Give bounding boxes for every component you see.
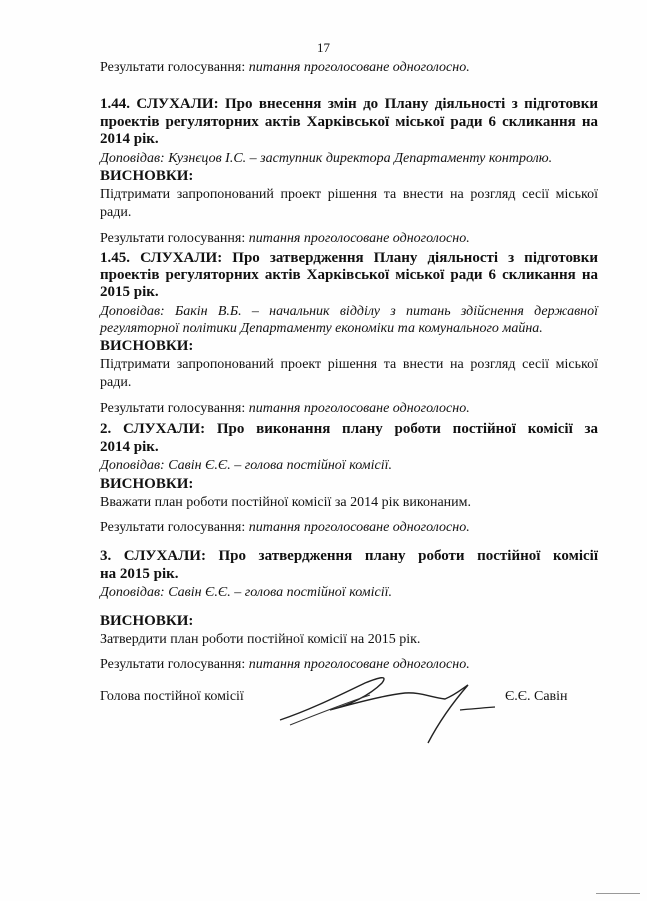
item-title-line: 1.45. СЛУХАЛИ: Про затвердження Плану діяльності з підготовки bbox=[100, 250, 598, 266]
vote-result-line bbox=[100, 519, 598, 537]
item-title-line: 2. СЛУХАЛИ: Про виконання плану роботи постійної комісії за bbox=[100, 421, 598, 437]
conclusion-line: Підтримати запропонований проект рішення та внести на розгляд сесії міської bbox=[100, 187, 598, 202]
vote-result-line bbox=[100, 400, 598, 418]
vote-result: питання проголосоване одноголосно. bbox=[248, 520, 470, 535]
vote-label: Результати голосування: bbox=[100, 401, 246, 416]
item-title-line: 2014 рік. bbox=[100, 439, 159, 455]
signature-title: Голова постійної комісії bbox=[100, 689, 244, 704]
vote-result: питання проголосоване одноголосно. bbox=[248, 657, 470, 672]
reporter-line: Доповідав: Савін Є.Є. – голова постійної комісії. bbox=[100, 458, 392, 473]
item-title-line: проектів регуляторних актів Харківської міської ради 6 скликання на bbox=[100, 267, 598, 283]
vote-label: Результати голосування: bbox=[100, 657, 246, 672]
vote-result: питання проголосоване одноголосно. bbox=[248, 231, 470, 246]
item-title-line: 1.44. СЛУХАЛИ: Про внесення змін до Плану діяльності з підготовки bbox=[100, 96, 598, 112]
vote-label: Результати голосування: bbox=[100, 520, 246, 535]
handwritten-signature bbox=[270, 665, 500, 750]
item-title-line: 2015 рік. bbox=[100, 284, 159, 300]
conclusion-line: Затвердити план роботи постійної комісії на 2015 рік. bbox=[100, 632, 421, 647]
conclusion-line: Підтримати запропонований проект рішення та внести на розгляд сесії міської bbox=[100, 357, 598, 372]
conclusion-line: Вважати план роботи постійної комісії за 2014 рік виконаним. bbox=[100, 495, 472, 510]
conclusion-line: ради. bbox=[100, 375, 132, 390]
item-title-line: проектів регуляторних актів Харківської міської ради 6 скликання на bbox=[100, 114, 598, 130]
reporter-line: Доповідав: Савін Є.Є. – голова постійної комісії. bbox=[100, 585, 392, 600]
vote-result: питання проголосоване одноголосно. bbox=[248, 401, 470, 416]
vote-result-line bbox=[100, 59, 598, 77]
item-title-line: 2014 рік. bbox=[100, 131, 159, 147]
vote-label: Результати голосування: bbox=[100, 60, 246, 75]
reporter-line: регуляторної політики Департаменту економіки та комунального майна. bbox=[100, 321, 543, 336]
vote-result-line bbox=[100, 230, 598, 248]
reporter-line: Доповідав: Бакін В.Б. – начальник відділу з питань здійснення державної bbox=[100, 304, 598, 319]
signature-name: Є.Є. Савін bbox=[505, 689, 568, 704]
conclusion-heading: ВИСНОВКИ: bbox=[100, 613, 194, 629]
item-title-line: на 2015 рік. bbox=[100, 566, 179, 582]
vote-label: Результати голосування: bbox=[100, 231, 246, 246]
vote-result: питання проголосоване одноголосно. bbox=[248, 60, 470, 75]
conclusion-line: ради. bbox=[100, 205, 132, 220]
reporter-line: Доповідав: Кузнєцов І.С. – заступник директора Департаменту контролю. bbox=[100, 151, 553, 166]
conclusion-heading: ВИСНОВКИ: bbox=[100, 476, 194, 492]
scan-mark bbox=[596, 893, 640, 894]
conclusion-heading: ВИСНОВКИ: bbox=[100, 168, 194, 184]
conclusion-heading: ВИСНОВКИ: bbox=[100, 338, 194, 354]
page-number: 17 bbox=[317, 40, 330, 55]
item-title-line: 3. СЛУХАЛИ: Про затвердження плану роботи постійної комісії bbox=[100, 548, 598, 564]
